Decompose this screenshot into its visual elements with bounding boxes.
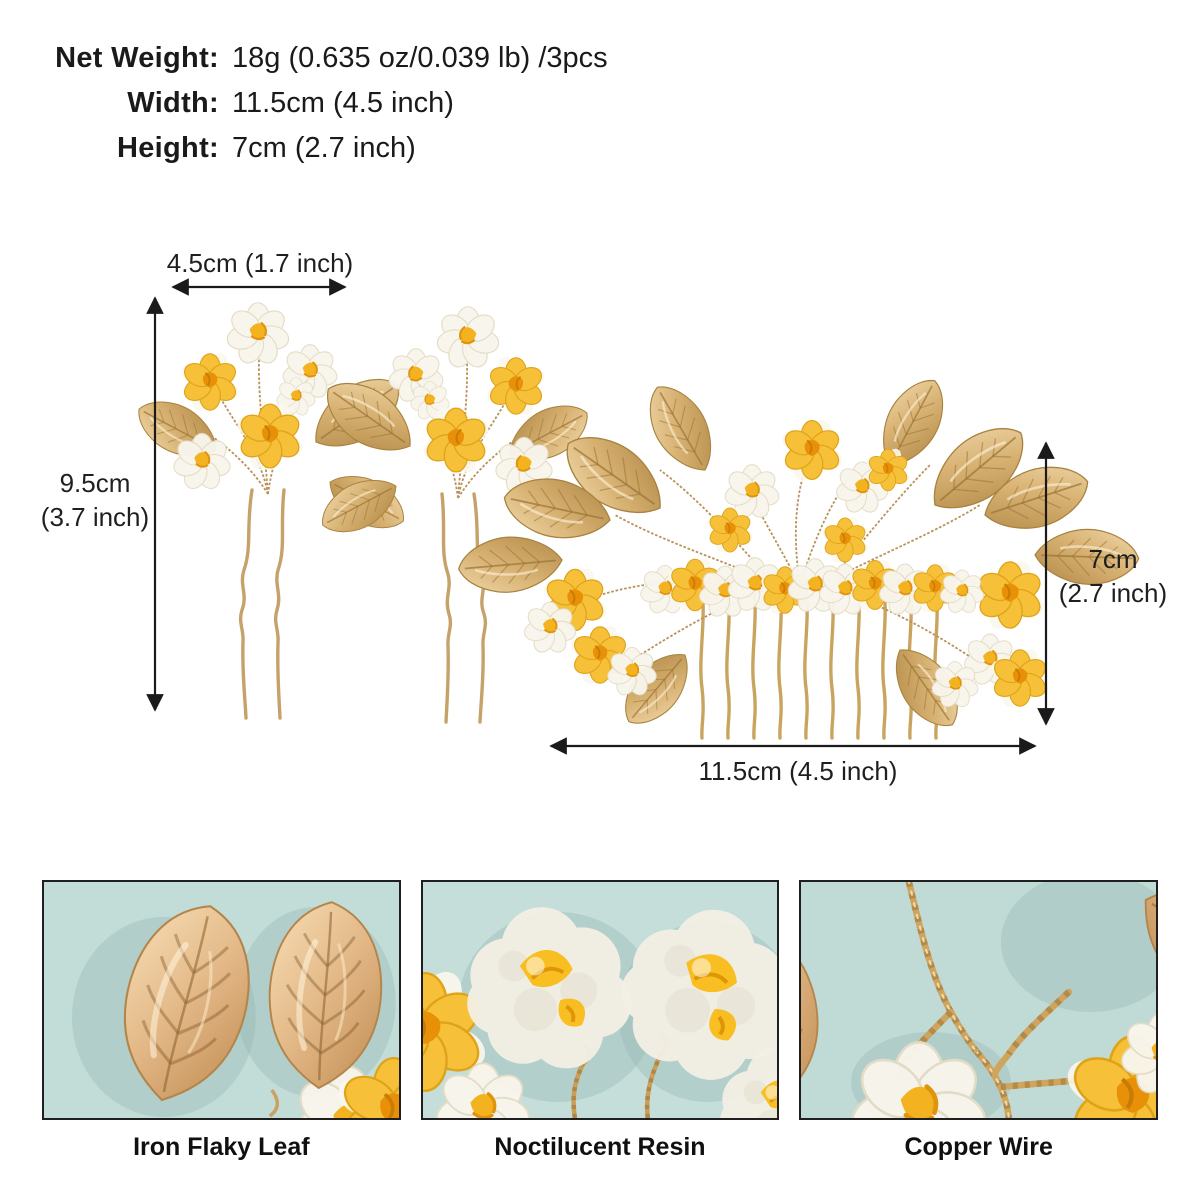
comb-height-label (1054, 542, 1172, 610)
hairpin-width-label: 4.5cm (1.7 inch) (166, 248, 354, 278)
twisted-wire-macro-photo (799, 880, 1158, 1120)
net-weight-value: 18g (0.635 oz/0.039 lb) /3pcs (232, 42, 608, 74)
comb-height-cm: 7cm (1088, 544, 1138, 574)
material-card-copper-wire (799, 880, 1158, 1162)
resin-flower-macro-photo (421, 880, 780, 1120)
material-card-resin (421, 880, 780, 1162)
material-caption-iron-leaf: Iron Flaky Leaf (133, 1133, 310, 1161)
height-label: Height: (117, 132, 219, 164)
material-card-iron-leaf (42, 880, 401, 1162)
width-value: 11.5cm (4.5 inch) (232, 87, 454, 119)
hairpin-height-inch: (3.7 inch) (40, 502, 150, 532)
gold-leaf-macro-photo (42, 880, 401, 1120)
comb-height-inch: (2.7 inch) (1058, 578, 1168, 608)
net-weight-label: Net Weight: (55, 42, 219, 74)
width-label: Width: (127, 87, 219, 119)
height-value: 7cm (2.7 inch) (232, 132, 416, 164)
material-caption-resin: Noctilucent Resin (494, 1133, 706, 1161)
hairpin-height-cm: 9.5cm (59, 468, 131, 498)
material-caption-copper-wire: Copper Wire (904, 1133, 1053, 1161)
hairpin-height-label (36, 466, 154, 534)
material-photos (42, 880, 1158, 1162)
comb-width-label: 11.5cm (4.5 inch) (698, 756, 898, 786)
